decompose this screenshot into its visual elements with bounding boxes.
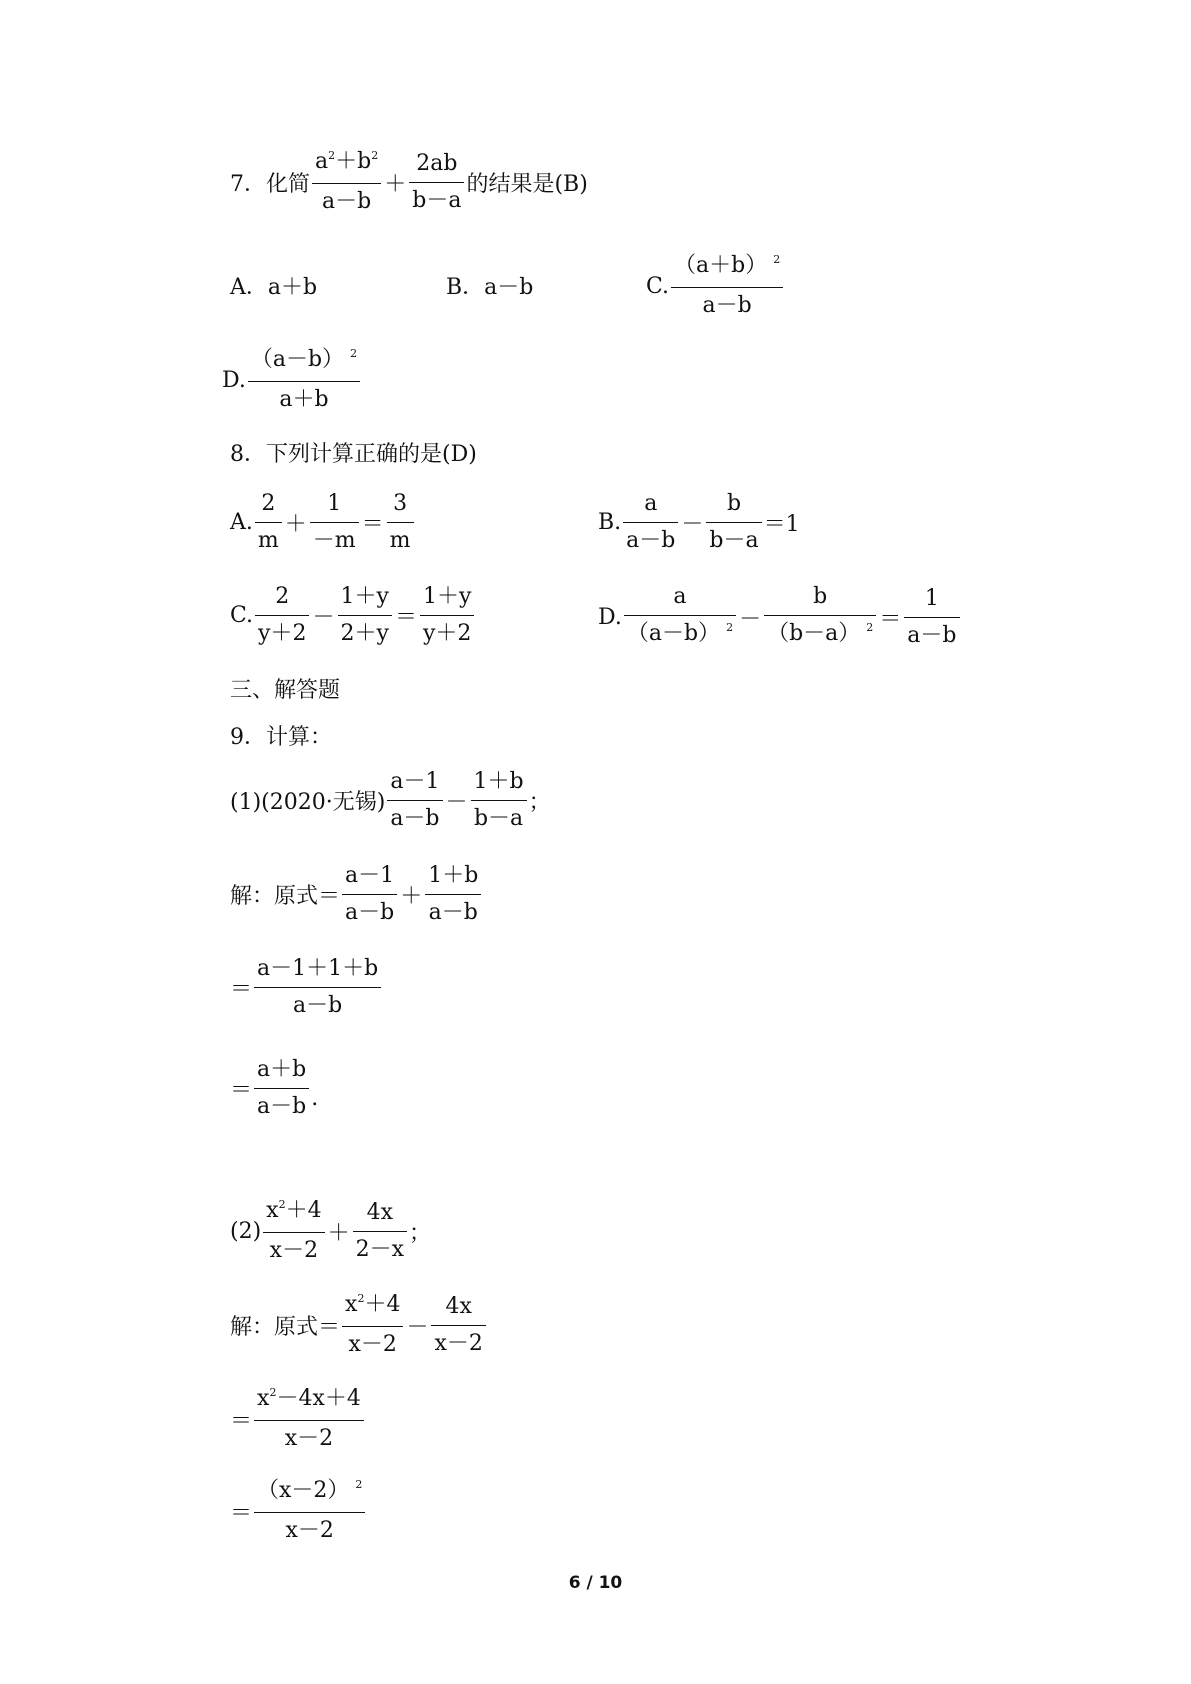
q8-option-a-label: A. <box>230 510 253 535</box>
q9-p2-f1-den: x－2 <box>263 1232 324 1265</box>
q8-b-f1-num: a <box>644 491 658 516</box>
q9-p2-fraction-1 <box>263 1197 324 1265</box>
q9-part1-solution-step2 <box>230 955 383 1020</box>
q8-d-f3-num: 1 <box>924 585 939 611</box>
q8-c-fraction-1 <box>255 583 309 648</box>
q8-d-f2-den: （b－a） <box>767 621 861 646</box>
q9-p2-f2-num: 4x <box>366 1199 394 1225</box>
q9-p2-s2-den: x－2 <box>254 1420 364 1453</box>
q7-fraction-2 <box>409 150 464 215</box>
q9-p1-s3-num: a＋b <box>257 1057 307 1082</box>
q9-p2-s2-num-rest: －4x＋4 <box>276 1386 361 1411</box>
q9-part2-solution-step2 <box>230 1385 366 1453</box>
q8-d-fraction-1 <box>624 583 736 651</box>
q9-p1-s2-den: a－b <box>254 987 381 1020</box>
q7-f1-num-b: ＋b <box>335 149 372 174</box>
q9-p2-f1-num-rest: ＋4 <box>285 1198 322 1223</box>
q8-d-f1-den: （a－b） <box>626 621 721 646</box>
q8-d-f1-sq: 2 <box>726 621 734 634</box>
q8-number: 8． <box>230 442 266 467</box>
q7-f1-sq-b: 2 <box>371 149 379 162</box>
q8-a-f2-num: 1 <box>327 491 342 516</box>
q9-p2-s1-f1-num-rest: ＋4 <box>364 1292 401 1317</box>
q8-a-eq: ＝ <box>361 512 384 537</box>
q9-p2-s1-f1-den: x－2 <box>342 1326 403 1359</box>
q7-stem-suffix: 的结果是(B) <box>466 171 588 197</box>
q9-p2-s1-f1-num-x: x <box>345 1292 358 1317</box>
q8-d-f3-den: a－b <box>904 617 959 650</box>
q7-option-d-label: D. <box>222 367 246 393</box>
q7-option-d-num: （a－b） <box>250 347 345 372</box>
q9-p2-s3-num: （x－2） <box>257 1478 350 1503</box>
q9-p2-s2-sq: 2 <box>269 1386 277 1399</box>
page-number: 6 / 10 <box>568 1573 623 1593</box>
q9-p1-s1-f1-den: a－b <box>342 894 397 927</box>
q9-p1-s2-eq: ＝ <box>230 977 253 1002</box>
q9-p2-fraction-2 <box>353 1199 407 1264</box>
section-heading <box>230 673 340 704</box>
q8-a-fraction-3 <box>387 490 414 555</box>
q7-option-d-fraction <box>248 346 360 414</box>
q9-p1-s1-op: ＋ <box>400 884 423 909</box>
q8-option-d-label: D. <box>598 604 622 630</box>
q7-option-b <box>446 270 533 301</box>
q9-p1-sol-prefix: 解：原式＝ <box>230 884 341 909</box>
q9-p2-prefix: (2) <box>230 1218 262 1244</box>
q8-a-f3-den: m <box>387 522 414 555</box>
q8-d-eq: ＝ <box>879 606 902 632</box>
q9-stem-text: 计算： <box>266 725 333 750</box>
q8-c-f1-den: y＋2 <box>255 615 309 648</box>
q7-stem <box>230 148 588 216</box>
q7-option-c-num: （a＋b） <box>674 253 768 278</box>
q9-p2-sol-prefix: 解：原式＝ <box>230 1314 341 1340</box>
q9-p2-f1-num-x: x <box>266 1198 279 1223</box>
q8-c-fraction-3 <box>420 583 474 648</box>
q7-option-c-sq: 2 <box>773 253 781 266</box>
q8-c-f3-den: y＋2 <box>420 615 474 648</box>
q8-option-c-label: C. <box>230 603 254 628</box>
q8-a-f1-den: m <box>255 522 282 555</box>
q7-option-c-fraction <box>671 252 783 320</box>
q8-b-rhs: ＝1 <box>763 512 800 537</box>
q8-option-c <box>230 583 476 648</box>
q9-p2-s3-fraction <box>254 1477 365 1545</box>
q9-p1-prefix: (1)(2020·无锡) <box>230 790 386 815</box>
q9-p1-f1-num: a－1 <box>390 769 440 794</box>
q7-f2-num: 2ab <box>416 150 458 176</box>
q7-plus: ＋ <box>384 171 407 197</box>
q8-b-fraction-2 <box>706 490 761 555</box>
q9-p2-s1-fraction-2 <box>431 1293 485 1358</box>
q9-p1-f1-den: a－b <box>387 800 442 833</box>
q7-f1-den: a－b <box>312 183 381 216</box>
q9-p1-end: ； <box>528 790 551 815</box>
q9-p2-f2-den: 2－x <box>353 1231 407 1264</box>
q7-option-d-den: a＋b <box>248 381 360 414</box>
q9-p2-s1-op: － <box>406 1314 429 1340</box>
q9-p2-s1-fraction-1 <box>342 1291 403 1359</box>
q9-p1-s1-f2-den: a－b <box>425 894 481 927</box>
q7-option-d <box>222 346 362 414</box>
q9-p1-fraction-2 <box>471 768 527 833</box>
q9-p2-s2-fraction <box>254 1385 364 1453</box>
q8-b-op: － <box>681 512 704 537</box>
q9-part2-problem <box>230 1197 431 1265</box>
q9-p1-s2-fraction <box>254 955 381 1020</box>
q7-fraction-1 <box>312 148 381 216</box>
q7-f2-den: b－a <box>409 182 464 215</box>
q8-c-f1-num: 2 <box>275 584 290 609</box>
q9-p1-s2-num: a－1＋1＋b <box>257 956 379 981</box>
q8-b-fraction-1 <box>623 490 678 555</box>
q9-part1-solution-step3 <box>230 1056 318 1121</box>
q7-option-a <box>230 270 317 301</box>
q9-p1-s1-f1-num: a－1 <box>345 863 395 888</box>
q9-p1-f2-num: 1＋b <box>473 769 524 794</box>
q8-b-f1-den: a－b <box>623 522 678 555</box>
q9-p1-s1-fraction-2 <box>425 862 481 927</box>
q9-p1-fraction-1 <box>387 768 442 833</box>
q7-number: 7． <box>230 171 266 197</box>
q7-option-a-text: A．a＋b <box>230 275 318 300</box>
q8-stem <box>230 437 477 468</box>
q8-option-d <box>598 583 962 651</box>
q9-part2-solution-step3 <box>230 1477 367 1545</box>
q9-p1-f2-den: b－a <box>471 800 527 833</box>
q9-p1-s1-fraction-1 <box>342 862 397 927</box>
q9-p2-op: ＋ <box>327 1220 350 1246</box>
q8-c-f2-num: 1＋y <box>340 584 389 609</box>
section-heading-text: 三、解答题 <box>230 678 341 703</box>
q9-p1-s1-f2-num: 1＋b <box>428 863 479 888</box>
q9-part1-problem <box>230 768 551 833</box>
q8-stem-text: 下列计算正确的是(D) <box>266 442 477 467</box>
q9-part1-solution-step1 <box>230 862 483 927</box>
q8-d-fraction-3 <box>904 585 959 650</box>
q9-part2-solution-step1 <box>230 1291 488 1359</box>
q8-d-f2-sq: 2 <box>866 621 874 634</box>
q8-a-op: ＋ <box>284 512 307 537</box>
q8-c-f2-den: 2＋y <box>338 615 392 648</box>
q8-option-a <box>230 490 416 555</box>
q7-option-b-text: B．a－b <box>446 275 534 300</box>
q8-a-f1-num: 2 <box>261 491 276 516</box>
q9-p2-s2-eq: ＝ <box>230 1408 253 1434</box>
q9-p2-s1-f1-sq: 2 <box>357 1292 365 1305</box>
q9-number: 9． <box>230 725 266 750</box>
q9-p1-s3-den: a－b <box>254 1088 309 1121</box>
q8-b-f2-num: b <box>726 491 742 516</box>
q8-b-f2-den: b－a <box>706 522 761 555</box>
q7-option-c <box>646 252 785 320</box>
q9-p2-s3-sq: 2 <box>355 1478 363 1491</box>
q8-d-fraction-2 <box>764 583 876 651</box>
q8-d-op: － <box>739 606 762 632</box>
q7-option-c-den: a－b <box>671 287 783 320</box>
q9-p2-s2-num-x: x <box>257 1386 270 1411</box>
q8-a-f2-den: －m <box>310 522 359 555</box>
q9-p1-s3-end: . <box>311 1086 319 1111</box>
q7-stem-prefix: 化简 <box>266 171 311 197</box>
q8-c-f3-num: 1＋y <box>422 584 472 609</box>
q8-a-fraction-2 <box>310 490 359 555</box>
q9-p1-s3-fraction <box>254 1056 309 1121</box>
q8-option-b <box>598 490 800 555</box>
q7-f1-num-a: a <box>315 149 329 174</box>
q9-stem <box>230 720 332 751</box>
q9-p1-s3-eq: ＝ <box>230 1078 253 1103</box>
q8-c-op: － <box>312 605 335 630</box>
q8-a-f3-num: 3 <box>393 491 408 516</box>
q9-p2-s1-f2-den: x－2 <box>431 1325 485 1358</box>
q7-option-c-label: C. <box>646 273 670 299</box>
q8-a-fraction-1 <box>255 490 282 555</box>
q9-p2-end: ； <box>409 1220 432 1246</box>
q8-d-f2-num: b <box>813 584 828 609</box>
q7-option-d-sq: 2 <box>350 347 358 360</box>
q9-p2-s1-f2-num: 4x <box>445 1293 472 1319</box>
q9-p1-op: － <box>445 790 468 815</box>
q9-p2-f1-sq: 2 <box>278 1198 286 1211</box>
q7-f1-sq-a: 2 <box>328 149 336 162</box>
q9-p2-s3-den: x－2 <box>254 1512 365 1545</box>
q8-option-b-label: B. <box>598 510 622 535</box>
q8-c-eq: ＝ <box>394 605 417 630</box>
q9-p2-s3-eq: ＝ <box>230 1500 253 1526</box>
q8-c-fraction-2 <box>338 583 392 648</box>
q8-d-f1-num: a <box>673 584 687 609</box>
